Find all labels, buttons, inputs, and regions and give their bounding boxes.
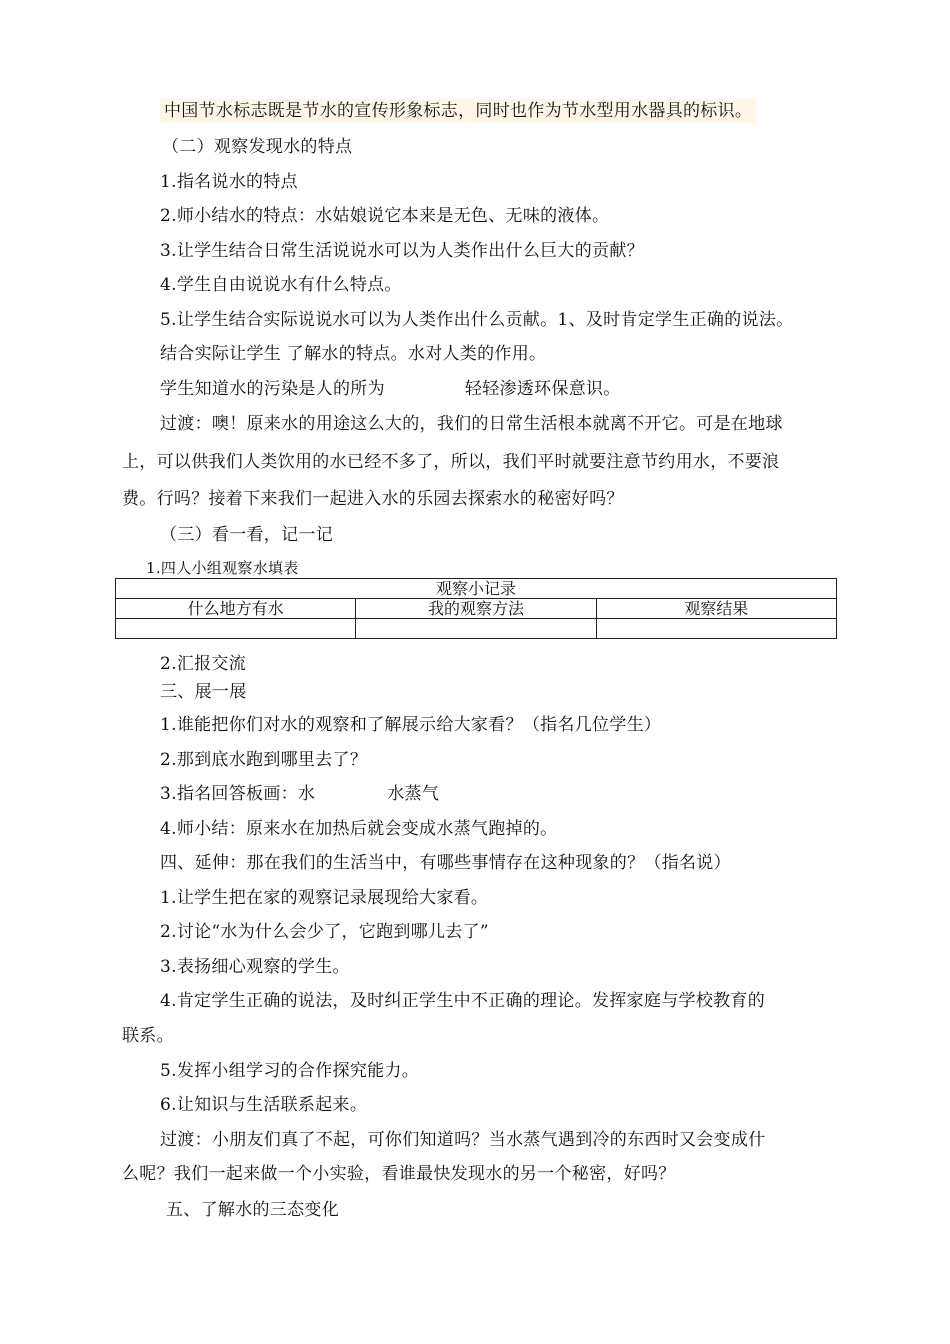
section-heading: 三、展一展 xyxy=(160,682,247,702)
text-line: 6.让知识与生活联系起来。 xyxy=(160,1095,368,1115)
table-header: 我的观察方法 xyxy=(356,599,596,619)
section-heading: （二）观察发现水的特点 xyxy=(162,137,353,157)
text-line: 4.学生自由说说水有什么特点。 xyxy=(160,275,402,295)
table-cell xyxy=(596,619,836,639)
text-line: 过渡：小朋友们真了不起，可你们知道吗？当水蒸气遇到冷的东西时又会变成什 xyxy=(160,1130,766,1150)
text-segment: 3.指名回答板画：水 xyxy=(160,784,316,804)
text-line: 4.师小结：原来水在加热后就会变成水蒸气跑掉的。 xyxy=(160,819,558,839)
table-header: 观察结果 xyxy=(596,599,836,619)
section-heading: 四、延伸：那在我们的生活当中，有哪些事情存在这种现象的？（指名说） xyxy=(160,853,731,873)
text-line: 么呢？我们一起来做一个小实验，看谁最快发现水的另一个秘密，好吗？ xyxy=(122,1164,676,1184)
text-segment: 学生知道水的污染是人的所为 xyxy=(160,379,385,399)
text-line: 上，可以供我们人类饮用的水已经不多了，所以，我们平时就要注意节约用水，不要浪 xyxy=(122,452,780,472)
section-heading: 五、了解水的三态变化 xyxy=(166,1200,339,1220)
section-heading: （三）看一看，记一记 xyxy=(160,525,333,545)
text-line: 1.指名说水的特点 xyxy=(160,172,298,192)
table-cell xyxy=(116,619,356,639)
text-line: 3.让学生结合日常生活说说水可以为人类作出什么巨大的贡献？ xyxy=(160,241,644,261)
text-line: 联系。 xyxy=(122,1026,174,1046)
highlighted-text: 中国节水标志既是节水的宣传形象标志，同时也作为节水型用水器具的标识。 xyxy=(160,99,756,123)
table-cell xyxy=(356,619,596,639)
text-line xyxy=(160,100,756,122)
text-line: 2.那到底水跑到哪里去了？ xyxy=(160,750,368,770)
text-line: 2.师小结水的特点：水姑娘说它本来是无色、无味的液体。 xyxy=(160,206,610,226)
text-line: 5.发挥小组学习的合作探究能力。 xyxy=(160,1061,420,1081)
text-line: 结合实际让学生 了解水的特点。水对人类的作用。 xyxy=(160,344,547,364)
text-line: 1.谁能把你们对水的观察和了解展示给大家看？（指名几位学生） xyxy=(160,715,662,735)
text-segment: 轻轻渗透环保意识。 xyxy=(464,379,621,399)
table-header: 什么地方有水 xyxy=(116,599,356,619)
text-line: 1.四人小组观察水填表 xyxy=(146,559,299,577)
text-line: 3.表扬细心观察的学生。 xyxy=(160,957,350,977)
text-line xyxy=(160,783,439,805)
text-line: 费。行吗？接着下来我们一起进入水的乐园去探索水的秘密好吗？ xyxy=(122,489,624,509)
text-line: 过渡：噢！原来水的用途这么大的，我们的日常生活根本就离不开它。可是在地球 xyxy=(160,414,783,434)
text-line: 2.汇报交流 xyxy=(160,654,247,674)
text-line xyxy=(160,378,621,400)
text-line: 1.让学生把在家的观察记录展现给大家看。 xyxy=(160,888,489,908)
text-line: 4.肯定学生正确的说法，及时纠正学生中不正确的理论。发挥家庭与学校教育的 xyxy=(160,991,766,1011)
observation-table xyxy=(115,578,837,639)
text-line: 5.让学生结合实际说说水可以为人类作出什么贡献。1、及时肯定学生正确的说法。 xyxy=(160,310,794,330)
text-segment: 水蒸气 xyxy=(387,784,440,804)
table-title: 观察小记录 xyxy=(116,579,837,599)
text-line: 2.讨论“水为什么会少了，它跑到哪儿去了” xyxy=(160,922,489,942)
